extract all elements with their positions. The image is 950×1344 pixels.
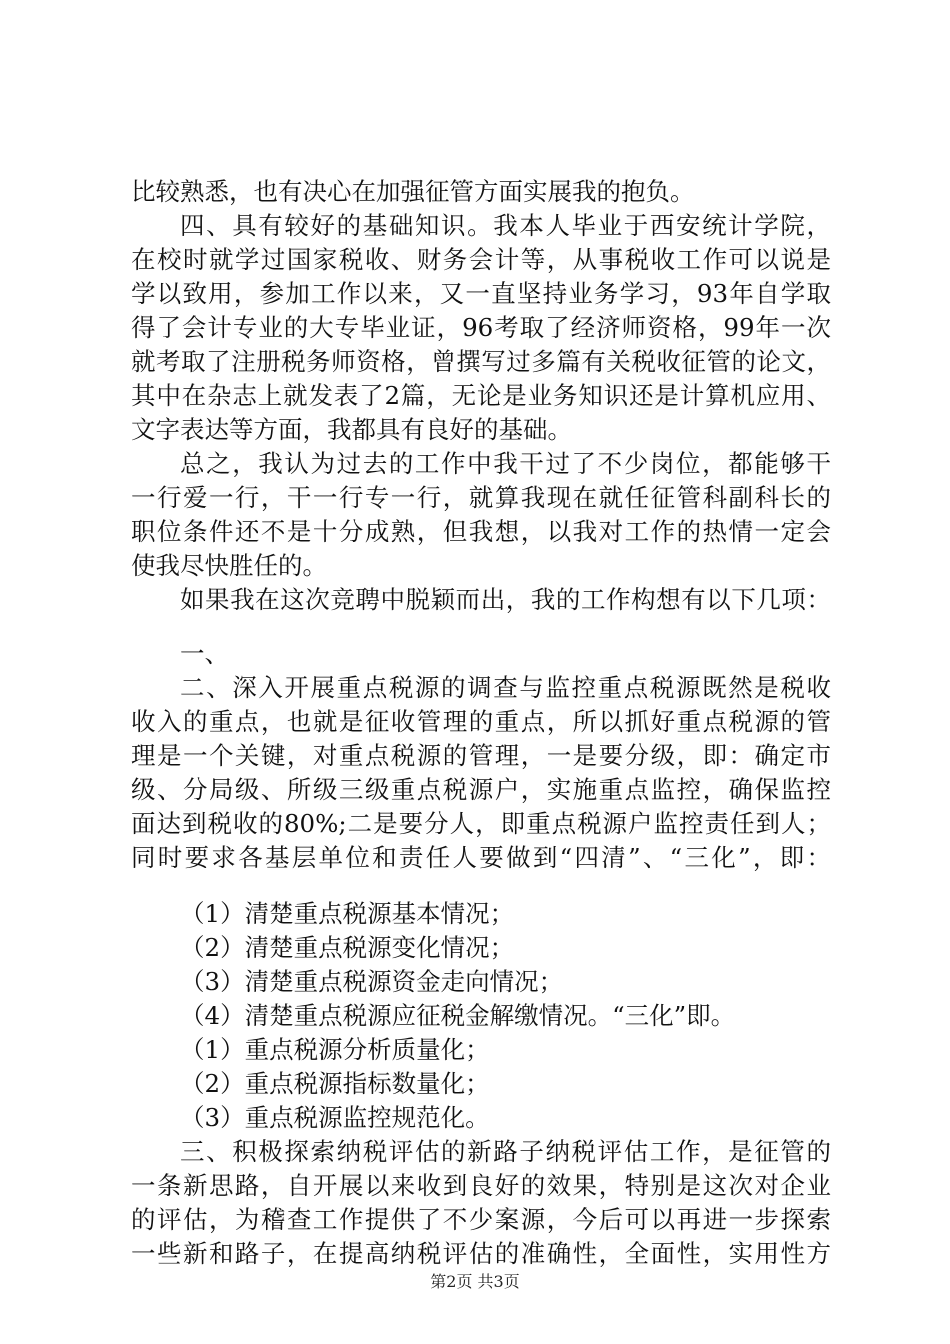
paragraph-line: 就考取了注册税务师资格，曾撰写过多篇有关税收征管的论文， — [131, 347, 831, 376]
list-item: （4）清楚重点税源应征税金解缴情况。“三化”即。 — [180, 1001, 736, 1030]
list-item: （2）清楚重点税源变化情况； — [180, 933, 515, 962]
list-item: （1）清楚重点税源基本情况； — [180, 899, 515, 928]
paragraph-line: 比较熟悉，也有决心在加强征管方面实展我的抱负。 — [131, 177, 695, 206]
paragraph-line: 的评估，为稽查工作提供了不少案源，今后可以再进一步探索 — [131, 1205, 831, 1234]
paragraph-line: 学以致用，参加工作以来，又一直坚持业务学习，93年自学取 — [131, 279, 831, 308]
paragraph-line: 其中在杂志上就发表了2篇，无论是业务知识还是计算机应用、 — [131, 381, 831, 410]
paragraph-line: 级、分局级、所级三级重点税源户，实施重点监控，确保监控 — [131, 775, 831, 804]
paragraph-line: 理是一个关键，对重点税源的管理，一是要分级，即：确定市 — [131, 741, 831, 770]
list-item: （3）重点税源监控规范化。 — [180, 1103, 490, 1132]
list-item: （2）重点税源指标数量化； — [180, 1069, 490, 1098]
paragraph-line: 四、具有较好的基础知识。我本人毕业于西安统计学院， — [180, 211, 831, 240]
paragraph-line: 如果我在这次竞聘中脱颖而出，我的工作构想有以下几项： — [180, 585, 831, 614]
paragraph-line: 文字表达等方面，我都具有良好的基础。 — [131, 415, 572, 444]
list-item: （1）重点税源分析质量化； — [180, 1035, 490, 1064]
paragraph-line: 一条新思路，自开展以来收到良好的效果，特别是这次对企业 — [131, 1171, 831, 1200]
paragraph-line: 得了会计专业的大专毕业证，96考取了经济师资格，99年一次 — [131, 313, 831, 342]
paragraph-line: 一行爱一行，干一行专一行，就算我现在就任征管科副科长的 — [131, 483, 831, 512]
page-number-footer: 第2页 共3页 — [430, 1272, 520, 1291]
paragraph-line: 同时要求各基层单位和责任人要做到“四清”、“三化”，即： — [131, 843, 831, 872]
paragraph-line: 职位条件还不是十分成熟，但我想，以我对工作的热情一定会 — [131, 517, 831, 546]
paragraph-line: 三、积极探索纳税评估的新路子纳税评估工作，是征管的 — [180, 1137, 831, 1166]
paragraph-line: 一些新和路子，在提高纳税评估的准确性，全面性，实用性方 — [131, 1239, 831, 1268]
paragraph-line: 二、深入开展重点税源的调查与监控重点税源既然是税收 — [180, 673, 831, 702]
paragraph-line: 收入的重点，也就是征收管理的重点，所以抓好重点税源的管 — [131, 707, 831, 736]
paragraph-line: 在校时就学过国家税收、财务会计等，从事税收工作可以说是 — [131, 245, 831, 274]
paragraph-line: 总之，我认为过去的工作中我干过了不少岗位，都能够干 — [180, 449, 831, 478]
paragraph-line: 一、 — [180, 639, 229, 668]
list-item: （3）清楚重点税源资金走向情况； — [180, 967, 564, 996]
paragraph-line: 使我尽快胜任的。 — [131, 551, 327, 580]
paragraph-line: 面达到税收的80%;二是要分人，即重点税源户监控责任到人； — [131, 809, 831, 838]
